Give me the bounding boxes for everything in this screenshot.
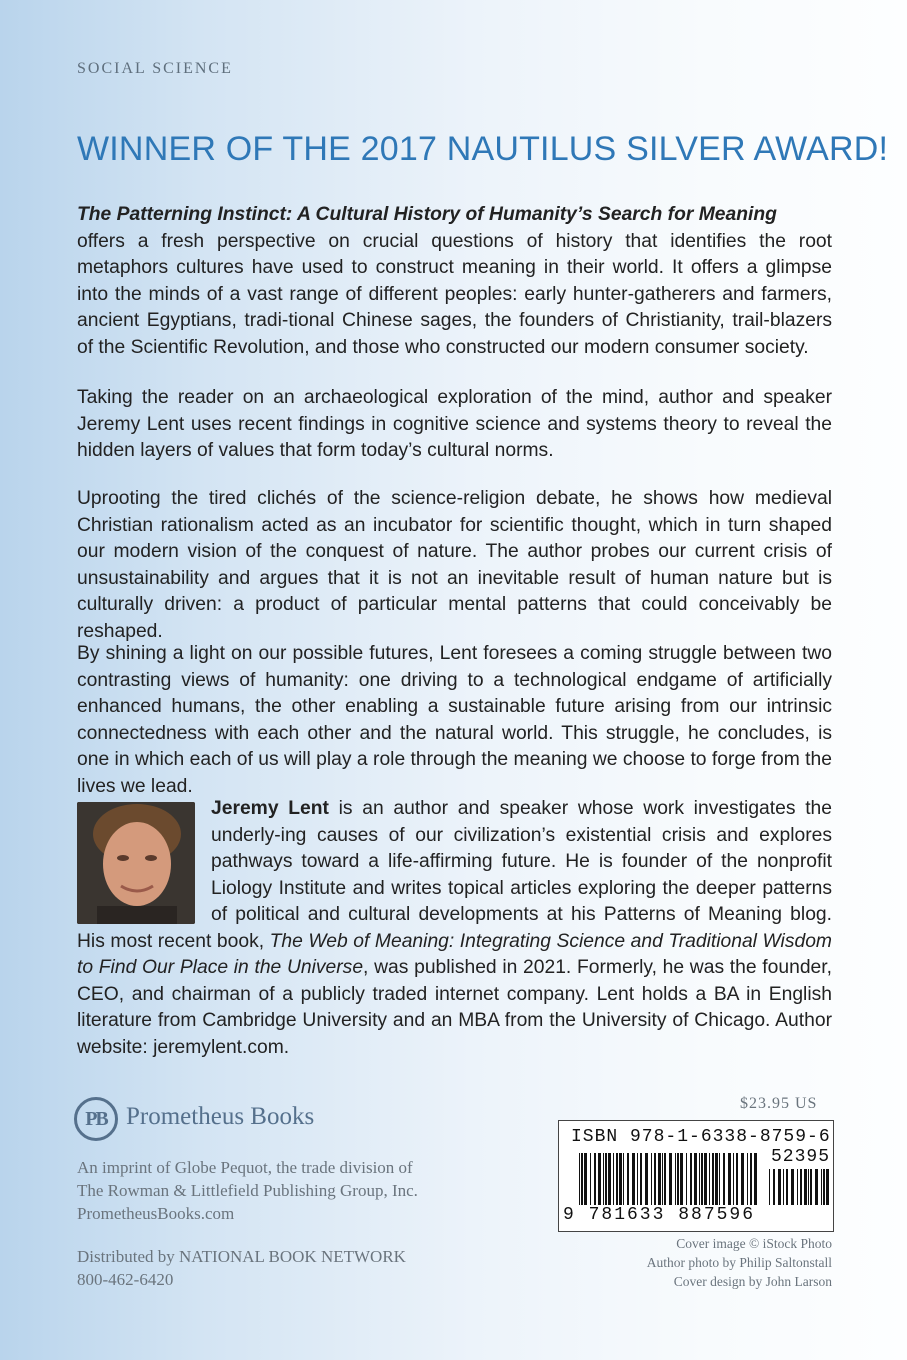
barcode-bar: [723, 1153, 725, 1205]
barcode-bar: [804, 1169, 807, 1205]
book-title: The Patterning Instinct: A Cultural History of Humanity’s Search for Meaning: [77, 204, 777, 225]
barcode-bar: [664, 1153, 666, 1205]
barcode-bar: [747, 1153, 748, 1205]
barcode-bar: [690, 1153, 692, 1205]
barcode-bar: [632, 1153, 635, 1205]
barcode-bar: [733, 1153, 734, 1205]
barcode-bar: [658, 1153, 661, 1205]
barcode-bar: [754, 1153, 757, 1205]
paragraph-1: [77, 202, 832, 361]
barcode-bar: [654, 1153, 656, 1205]
barcode-bar: [594, 1153, 596, 1205]
barcode-bar: [651, 1153, 652, 1205]
barcode-bar: [715, 1153, 718, 1205]
barcode-bar: [699, 1153, 700, 1205]
category-label: SOCIAL SCIENCE: [77, 60, 233, 77]
publisher-website: PrometheusBooks.com: [77, 1204, 235, 1223]
barcode-bar: [701, 1153, 703, 1205]
barcode-bar: [769, 1169, 770, 1205]
barcode-bar: [704, 1153, 707, 1205]
distributor-phone: 800-462-6420: [77, 1270, 174, 1289]
barcode-bar: [603, 1153, 604, 1205]
barcode-bar: [677, 1153, 679, 1205]
ean-number: 9 781633 887596: [563, 1205, 756, 1225]
imprint-line-1: An imprint of Globe Pequot, the trade division of: [77, 1158, 413, 1177]
barcode-bar: [662, 1153, 663, 1205]
addon-barcode-bars: [769, 1169, 829, 1205]
cover-image-credit: Cover image © iStock Photo: [676, 1236, 832, 1251]
barcode-bar: [783, 1169, 784, 1205]
barcode-bar: [694, 1153, 697, 1205]
barcode-bar: [741, 1153, 744, 1205]
barcode-bar: [728, 1153, 731, 1205]
barcode-bar: [598, 1153, 601, 1205]
barcode-bar: [750, 1153, 752, 1205]
barcode-bar: [826, 1169, 829, 1205]
barcode-bar: [773, 1169, 775, 1205]
barcode-bar: [605, 1153, 607, 1205]
author-bio: [77, 796, 832, 1061]
barcode-bar: [797, 1169, 798, 1205]
barcode-bar: [590, 1153, 591, 1205]
imprint-line-2: The Rowman & Littlefield Publishing Group, Inc.: [77, 1181, 418, 1200]
barcode-bar: [669, 1153, 672, 1205]
main-barcode-bars: [579, 1153, 759, 1205]
barcode-bar: [719, 1153, 720, 1205]
barcode-bar: [821, 1169, 822, 1205]
barcode-bar: [619, 1153, 622, 1205]
paragraph-1-text: offers a fresh perspective on crucial questions of history that identifies the root metaphors cultures have used to construct meaning in their world. It offers a glimpse into the minds of a vast range of different peoples: early hunter-gatherers and farmers, ancient Egyptians, tradi-tional Chinese sages, the founders of Christianity, trail-blazers of the Scientific Revolution, and those who constructed our modern consumer society.: [77, 230, 832, 358]
addon-code: 52395: [771, 1147, 831, 1167]
barcode-bar: [675, 1153, 676, 1205]
barcode-bar: [686, 1153, 687, 1205]
barcode-bar: [808, 1169, 809, 1205]
barcode-bar: [823, 1169, 825, 1205]
distribution-info: [77, 1245, 406, 1291]
barcode-bar: [623, 1153, 624, 1205]
barcode-bar: [627, 1153, 629, 1205]
barcode-bar: [791, 1169, 794, 1205]
design-credit: Cover design by John Larson: [673, 1274, 832, 1289]
photo-credits: [647, 1234, 832, 1291]
publisher-name: Prometheus Books: [126, 1103, 315, 1130]
barcode-bar: [680, 1153, 683, 1205]
isbn-number: ISBN 978-1-6338-8759-6: [571, 1127, 831, 1147]
author-photo-credit: Author photo by Philip Saltonstall: [646, 1255, 832, 1270]
author-name: Jeremy Lent: [211, 798, 329, 819]
barcode-bar: [645, 1153, 648, 1205]
publisher-logo-mark: PB: [74, 1097, 118, 1141]
isbn-barcode: [558, 1120, 834, 1232]
paragraph-4: By shining a light on our possible futures, Lent foresees a coming struggle between two contrasting views of humanity: one driving to a technological endgame of artificially enhanced humans, the other enabling a sustainable future arising from our intrinsic connectedness with each other and the natural world. This struggle, he concludes, is one in which each of us will play a role through the meaning we choose to forge from the lives we lead.: [77, 643, 832, 797]
barcode-bar: [581, 1153, 583, 1205]
barcode-bar: [778, 1169, 781, 1205]
price: $23.95 US: [740, 1095, 818, 1112]
barcode-bar: [640, 1153, 642, 1205]
barcode-bar: [608, 1153, 611, 1205]
author-photo: [77, 802, 195, 924]
bio-text-b: , was published in 2021. Formerly, he was the founder, CEO, and chairman of a publicly traded internet company. Lent holds a BA in English literature from Cambridge University and an MBA from the University of Chicago. Author website: jeremylent.com.: [77, 957, 832, 1058]
distributor: Distributed by NATIONAL BOOK NETWORK: [77, 1247, 406, 1266]
paragraph-3: Uprooting the tired clichés of the science-religion debate, he shows how medieval Christian rationalism acted as an incubator for scientific thought, which in turn shaped our modern vision of the conquest of nature. The author probes our current crisis of unsustainability and argues that it is not an inevitable result of human nature but is culturally driven: a product of particular mental patterns that could conceivably be reshaped.: [77, 488, 832, 642]
barcode-bar: [613, 1153, 614, 1205]
latest-book-title: The Web of Meaning: Integrating Science and Traditional Wisdom to Find Our Place in the Universe: [77, 930, 832, 978]
bio-text-a: is an author and speaker whose work investigates the underly-ing causes of our civilization’s existential crisis and explores pathways toward a life-affirming future. He is founder of the nonprofit Liology Institute and writes topical articles exploring the deeper patterns of political and cultural developments at his Patterns of Meaning blog. His most recent book,: [77, 798, 832, 952]
barcode-bar: [815, 1169, 818, 1205]
author-portrait-illustration: [77, 802, 195, 924]
barcode-bar: [712, 1153, 714, 1205]
barcode-bar: [709, 1153, 710, 1205]
barcode-bar: [810, 1169, 812, 1205]
barcode-bar: [786, 1169, 788, 1205]
barcode-bar: [616, 1153, 618, 1205]
imprint-info: [77, 1156, 418, 1225]
award-headline: WINNER OF THE 2017 NAUTILUS SILVER AWARD!: [77, 130, 889, 168]
barcode-bar: [736, 1153, 738, 1205]
barcode-bar: [579, 1153, 580, 1205]
barcode-bar: [637, 1153, 638, 1205]
paragraph-2: Taking the reader on an archaeological exploration of the mind, author and speaker Jeremy Lent uses recent findings in cognitive science and systems theory to reveal the hidden layers of values that form today’s cultural norms.: [77, 387, 832, 461]
barcode-bar: [584, 1153, 587, 1205]
barcode-bar: [800, 1169, 802, 1205]
